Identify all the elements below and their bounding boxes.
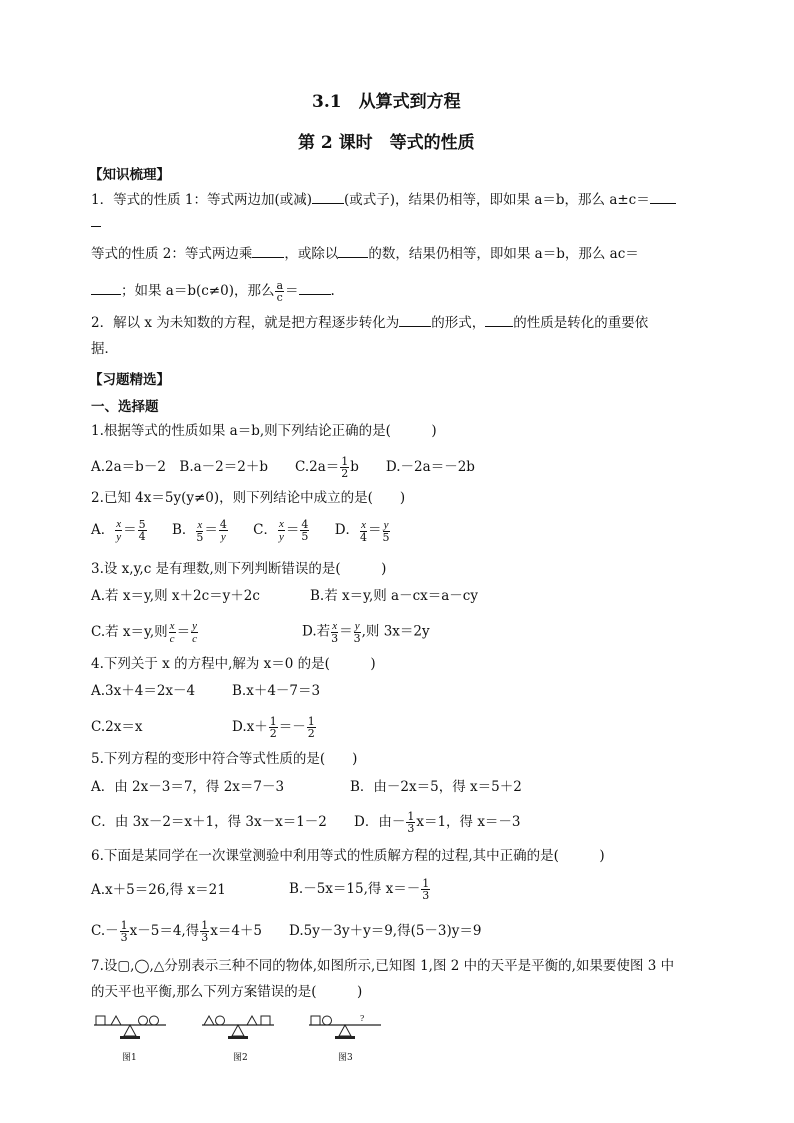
knowledge-item-1	[91, 191, 676, 209]
figure-2-caption: 图2	[233, 1053, 248, 1063]
question-5-option-d: D．由－ $\frac{1}{3}$ x＝1，得 x＝－3	[354, 810, 521, 835]
question-3-option-c: C.若 x＝y,则 $\frac{x}{c}$ ＝ $\frac{y}{c}$	[91, 620, 197, 645]
blank-continuation	[91, 214, 101, 232]
question-1: 1.根据等式的性质如果 a＝b,则下列结论正确的是( )	[91, 423, 437, 439]
figure-3-caption: 图3	[338, 1053, 353, 1063]
question-3-option-b: B.若 x＝y,则 a－cx＝a－cy	[310, 588, 478, 604]
k1-text-d: ，或除以	[284, 246, 339, 262]
knowledge-item-1c: ；如果 a＝b(c≠0)，那么 $\frac{a}{c}$ ＝ .	[91, 280, 335, 303]
blank	[91, 282, 121, 295]
k1-text-b: (或式子)，结果仍相等，即如果 a＝b，那么 a±c＝	[344, 192, 650, 208]
k2-text-c: 的性质是转化的重要依	[513, 315, 649, 331]
fraction-one-half: $\frac{1}{2}$	[341, 455, 349, 480]
question-5: 5.下列方程的变形中符合等式性质的是( )	[91, 751, 358, 767]
section-exercise-heading: 【习题精选】	[89, 372, 170, 388]
question-4-option-b: B.x＋4－7＝3	[232, 683, 321, 699]
question-5-option-b: B．由－2x＝5，得 x＝5＋2	[350, 779, 522, 795]
page-title: 3.1 从算式到方程	[312, 92, 461, 112]
blank	[91, 214, 101, 227]
question-7-line-2: 的天平也平衡,那么下列方案错误的是( )	[91, 984, 363, 1000]
blank	[399, 314, 431, 327]
balance-figure-2	[198, 1008, 278, 1042]
question-3: 3.设 x,y,c 是有理数,则下列判断错误的是( )	[91, 561, 387, 577]
page-subtitle: 第 2 课时 等式的性质	[298, 133, 475, 153]
k2-text-d: 据．	[91, 341, 118, 357]
question-6-option-d: D.5y－3y＋y＝9,得(5－3)y＝9	[289, 923, 482, 939]
k1-text-c: 等式的性质 2：等式两边乘	[91, 246, 253, 262]
blank	[338, 245, 368, 258]
question-1-options: A.2a＝b－2 B.a－2＝2＋b C.2a＝ $\frac{1}{2}$ b D.－2a＝－2b	[91, 455, 475, 480]
question-5-option-c: C．由 3x－2＝x＋1，得 3x－x＝1－2	[91, 814, 327, 830]
question-6: 6.下面是某同学在一次课堂测验中利用等式的性质解方程的过程,其中正确的是( )	[91, 848, 605, 864]
question-4-option-d: D.x＋ $\frac{1}{2}$ ＝－ $\frac{1}{2}$	[232, 715, 315, 740]
question-3-option-d: D.若 $\frac{x}{3}$ ＝ $\frac{y}{3}$ ,则 3x＝2y	[302, 620, 430, 645]
k2-text-b: 的形式，	[431, 315, 486, 331]
question-4: 4.下列关于 x 的方程中,解为 x＝0 的是( )	[91, 656, 376, 672]
question-4-option-c: C.2x＝x	[91, 719, 143, 735]
balance-figure-3	[305, 1008, 385, 1042]
question-6-option-c: C.－ $\frac{1}{3}$ x－5＝4,得 $\frac{1}{3}$ x＝4＋5	[91, 919, 263, 944]
question-6-option-a: A.x＋5＝26,得 x＝21	[91, 882, 226, 898]
question-2: 2.已知 4x＝5y(y≠0)，则下列结论中成立的是( )	[91, 490, 406, 506]
figure-1-caption: 图1	[122, 1053, 137, 1063]
balance-figure-1	[90, 1008, 170, 1042]
blank	[485, 314, 513, 327]
question-7-line-1: 7.设▢,◯,△分别表示三种不同的物体,如图所示,已知图 1,图 2 中的天平是平衡的,如果要使图 3 中	[91, 958, 675, 974]
blank	[299, 282, 331, 295]
knowledge-item-2	[91, 314, 648, 332]
k1-text-g: ＝	[285, 283, 299, 299]
question-mark: ?	[360, 1014, 365, 1023]
part-heading: 一、选择题	[91, 399, 159, 415]
question-5-option-a: A．由 2x－3＝7，得 2x＝7－3	[91, 779, 285, 795]
k1-text-f: ；如果 a＝b(c≠0)，那么	[121, 283, 275, 299]
blank	[312, 191, 344, 204]
fraction-a-over-c: $\frac{a}{c}$	[276, 279, 284, 304]
knowledge-item-1b	[91, 245, 639, 263]
blank	[650, 191, 676, 204]
question-4-option-a: A.3x＋4＝2x－4	[91, 683, 196, 699]
k1-text-a: 1．等式的性质 1：等式两边加(或减)	[91, 192, 313, 208]
question-2-options: A． $\frac{x}{y}$ ＝ $\frac{5}{4}$ B． $\frac{x}{5}$ ＝ $\frac{4}{y}$ C． $\frac{x}{y}$ ＝ $\frac{4}{5}$ D． $\frac{x}{4}$ ＝ $\frac{y}{5}$	[91, 517, 390, 544]
k1-text-e: 的数，结果仍相等，即如果 a＝b，那么 ac＝	[368, 246, 639, 262]
question-6-option-b: B.－5x＝15,得 x＝－ $\frac{1}{3}$	[289, 877, 430, 902]
blank	[252, 245, 284, 258]
question-3-option-a: A.若 x＝y,则 x＋2c＝y＋2c	[91, 588, 260, 604]
k2-text-a: 2．解以 x 为未知数的方程，就是把方程逐步转化为	[91, 315, 400, 331]
section-knowledge-heading: 【知识梳理】	[89, 167, 170, 183]
